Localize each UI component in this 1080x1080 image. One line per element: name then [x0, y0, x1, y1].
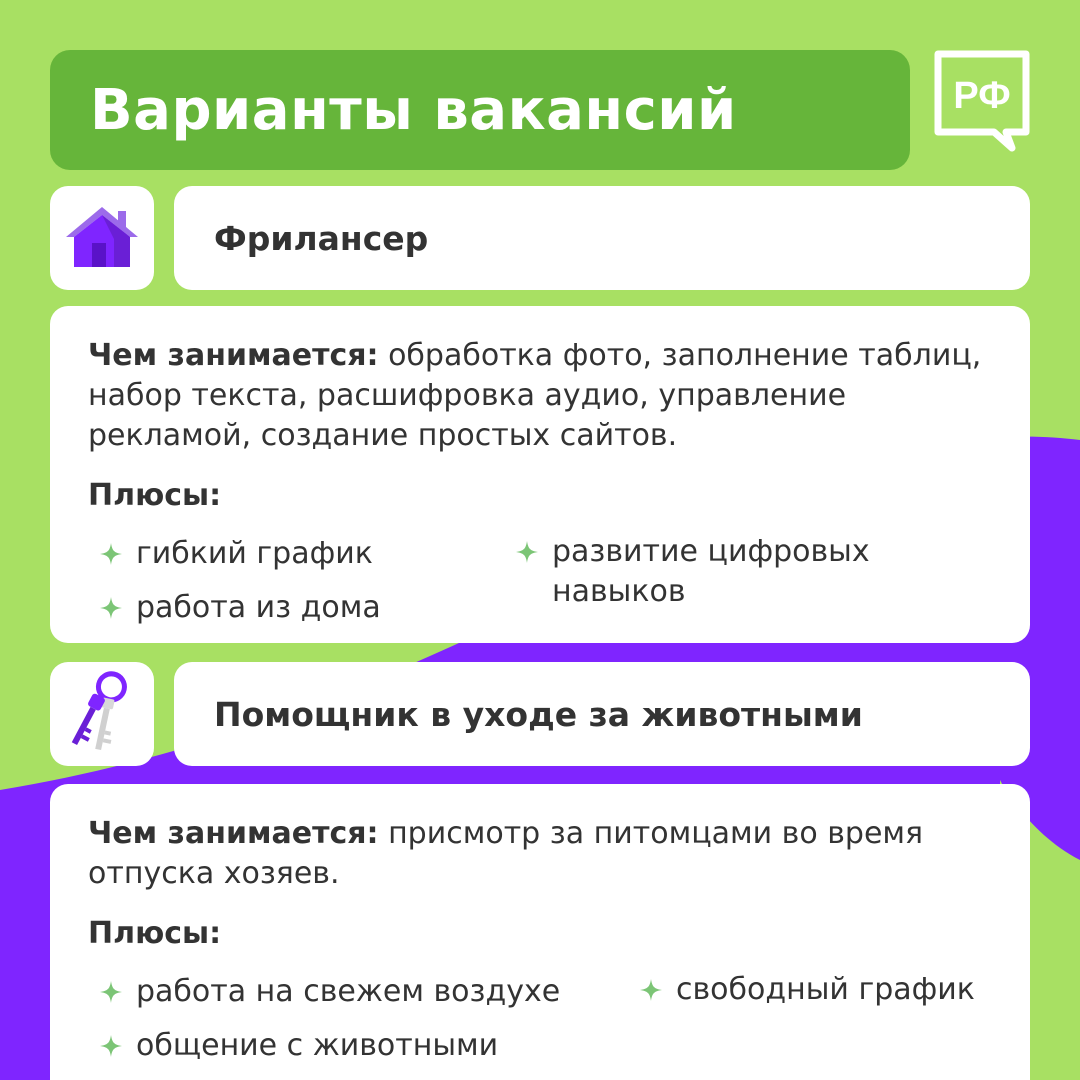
speech-bubble-logo-icon: [932, 50, 1032, 154]
title-banner: [50, 50, 910, 170]
vacancy-card-pet-helper: [50, 784, 1030, 1080]
pet-helper-icon-box: [50, 662, 154, 766]
pros-item: работа из дома: [100, 588, 480, 628]
sparkle-icon: [100, 1035, 122, 1057]
logo-text: РФ: [953, 75, 1011, 117]
pros-item: работа на свежем воздухе: [100, 972, 620, 1012]
pros-item: развитие цифровых навыков: [516, 532, 936, 612]
vacancy-title: Помощник в уходе за животными: [214, 694, 863, 734]
what-label: Чем занимается:: [88, 816, 379, 851]
vacancy-card-freelancer: [50, 306, 1030, 643]
what-label: Чем занимается:: [88, 338, 379, 373]
vacancy-heading-pet-helper: [174, 662, 1030, 766]
house-icon: [62, 203, 142, 273]
vacancy-heading-freelancer: [174, 186, 1030, 290]
keys-icon: [67, 669, 137, 759]
what-text: обработка фото, заполнение таблиц, набор текста, расшифровка аудио, управление рекламой, создание простых сайтов.: [88, 338, 982, 453]
sparkle-icon: [100, 981, 122, 1003]
vacancy-description: [88, 814, 992, 894]
sparkle-icon: [100, 597, 122, 619]
what-text: присмотр за питомцами во время отпуска хозяев.: [88, 816, 924, 891]
pros-item: свободный график: [640, 970, 1020, 1010]
vacancy-description: [88, 336, 992, 456]
sparkle-icon: [100, 543, 122, 565]
vacancy-title: Фрилансер: [214, 218, 429, 258]
pros-item: общение с животными: [100, 1026, 620, 1066]
sparkle-icon: [516, 541, 538, 563]
pros-label: Плюсы:: [88, 478, 222, 513]
page-title: Варианты вакансий: [90, 77, 737, 143]
sparkle-icon: [640, 979, 662, 1001]
pros-label: Плюсы:: [88, 916, 222, 951]
freelancer-icon-box: [50, 186, 154, 290]
pros-item: гибкий график: [100, 534, 480, 574]
rf-logo: [932, 50, 1032, 154]
